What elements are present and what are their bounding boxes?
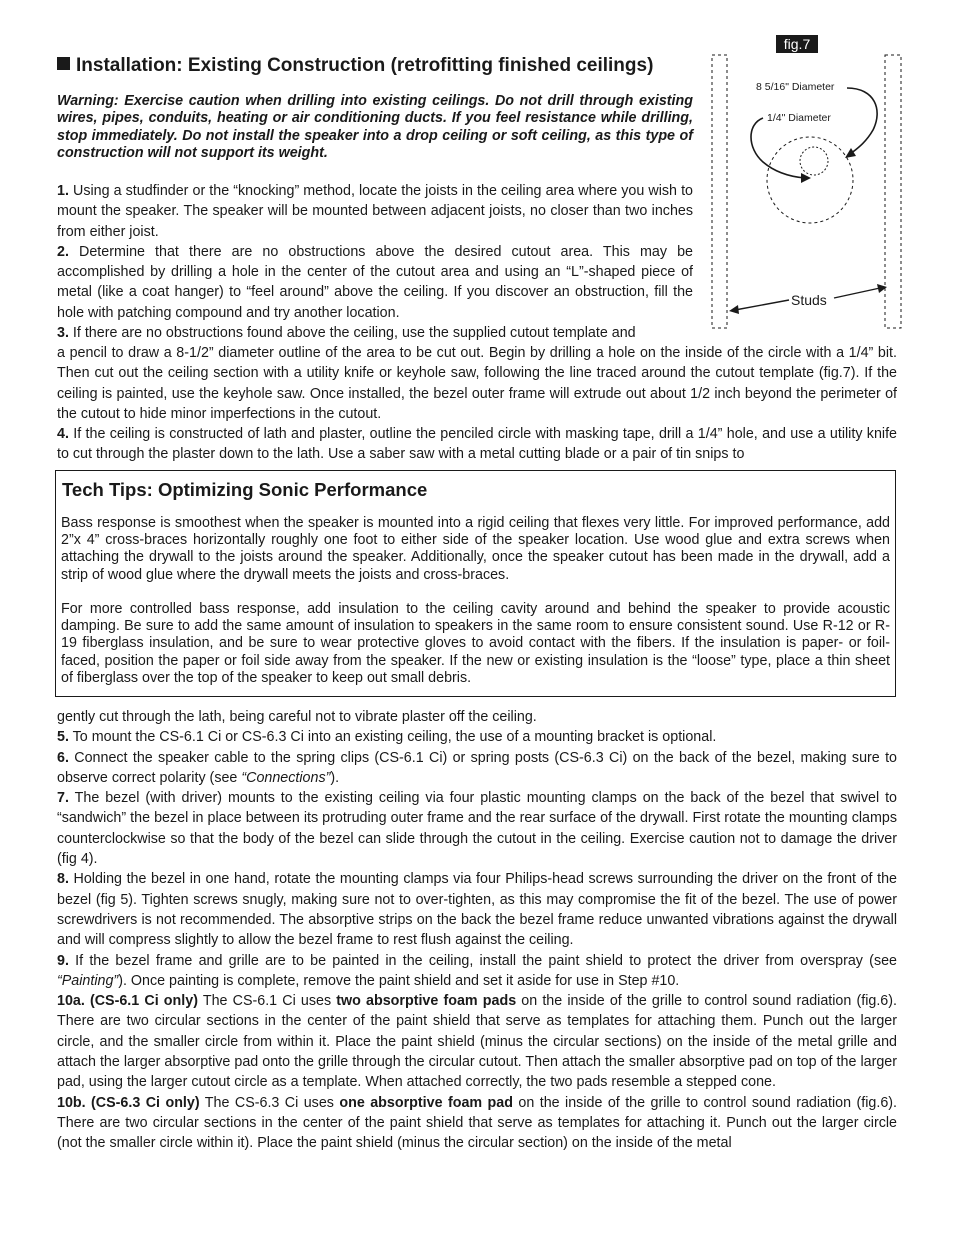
step-6 — [57, 748, 897, 789]
inner-arrow-head-icon — [801, 173, 811, 183]
pilot-hole-circle — [800, 147, 828, 175]
step-5-number: 5. — [57, 729, 69, 746]
tech-tips-title: Tech Tips: Optimizing Sonic Performance — [62, 479, 428, 500]
step-10a — [57, 991, 897, 1092]
step-3-number: 3. — [57, 325, 69, 342]
inner-diameter-arrow — [751, 118, 805, 178]
step-10a-pre: The CS-6.1 Ci uses — [197, 993, 337, 1010]
step-10a-number: 10a. (CS-6.1 Ci only) — [57, 993, 198, 1010]
steps-wide-column — [57, 343, 897, 465]
step-9-number: 9. — [57, 952, 69, 969]
step-10a-bold: two absorptive foam pads — [336, 993, 517, 1010]
right-stud — [885, 55, 901, 328]
step-4-text: If the ceiling is constructed of lath and plaster, outline the penciled circle with masking tape, drill a 1/4” hole, and use a utility knife to cut through the plaster down to the lath. Use a saber saw with a metal cutting blade or a pair of tin snips to — [57, 426, 897, 463]
step-4 — [57, 424, 897, 465]
step-7-text: The bezel (with driver) mounts to the existing ceiling via four plastic mounting clamps on the back of the bezel that swivel to “sandwich” the bezel in place between its protruding outer frame and the rear surface of the drywall. First rotate the mounting clamps counterclockwise so that the body of the bezel can slide through the cutout in the ceiling. Exercise caution not to damage the driver (fig 4). — [57, 790, 897, 868]
step-9-text-end: ). Once painting is complete, remove the paint shield and set it aside for use in Step #10. — [118, 972, 680, 989]
tech-tips-box — [55, 470, 896, 697]
step-10b — [57, 1093, 897, 1154]
step-5-text: To mount the CS-6.1 Ci or CS-6.3 Ci into an existing ceiling, the use of a mounting bracket is optional. — [68, 729, 717, 746]
step-7-number: 7. — [57, 790, 69, 807]
step-2 — [57, 242, 693, 323]
step-8-text: Holding the bezel in one hand, rotate the mounting clamps via four Philips-head screws surrounding the driver on the front of the bezel (fig 5). Tighten screws snugly, making sure not to over-tighten, as this may compromise the fit of the bezel. The use of power screwdrivers is not recommended. The absorptive strips on the back the bezel frame reduce unwanted vibrations against the drywall and will compress slightly to allow the bezel frame to rest flush against the ceiling. — [57, 871, 897, 949]
step-6-text: Connect the speaker cable to the spring clips (CS-6.1 Ci) or spring posts (CS-6.3 Ci) on the back of the bezel, making sure to observe correct polarity (see — [57, 749, 897, 786]
warning-text: Warning: Exercise caution when drilling into existing ceilings. Do not drill through existing wires, pipes, conduits, heating or air conditioning ducts. If you feel resistance while drilling, stop immediately. Do not install the speaker into a drop ceiling or soft ceiling, as this type of construction will not support its weight. — [57, 93, 693, 161]
step-4-number: 4. — [57, 426, 69, 443]
connections-reference: “Connections” — [241, 769, 331, 786]
studs-left-arrow — [735, 300, 789, 310]
studs-right-arrow — [834, 288, 880, 298]
tech-tips-paragraph-2: For more controlled bass response, add insulation to the ceiling cavity around and behind the speaker to provide acoustic damping. Be sure to add the same amount of insulation to speakers in the same room to ensure consistent sound. Use R-12 or R-19 fiberglass insulation, and be sure to wear protective gloves to avoid contact with the fibers. If the insulation is paper- or foil-faced, position the paper or foil side away from the speaker. If the new or existing insulation is the “loose” type, place a thin sheet of fiberglass over the top of the speaker to keep out small debris. — [61, 601, 890, 686]
step-9 — [57, 951, 897, 992]
bullet-square-icon — [57, 57, 70, 70]
inner-diameter-label: 1/4" Diameter — [767, 112, 831, 124]
step-10b-text: on the inside of the grille to control sound radiation (fig.6). There are two circular sections in the center of the paint shield that serve as templates for attaching it. Punch out the larger circle (not the smaller circle within it). Place the paint shield (minus the circular section) on the inside of the metal — [57, 1094, 898, 1152]
figure-label: fig.7 — [776, 35, 818, 53]
painting-reference: “Painting” — [57, 972, 119, 989]
step-10b-number: 10b. (CS-6.3 Ci only) — [57, 1094, 200, 1111]
outer-diameter-arrow — [847, 88, 877, 155]
step-8 — [57, 869, 897, 950]
step-5 — [57, 727, 897, 747]
outer-arrow-head-icon — [845, 148, 856, 158]
studs-left-arrow-head-icon — [729, 305, 739, 314]
outer-diameter-label: 8 5/16" Diameter — [756, 81, 835, 93]
step-10b-pre: The CS-6.3 Ci uses — [199, 1094, 340, 1111]
page-title-text: Installation: Existing Construction (retrofitting finished ceilings) — [76, 55, 654, 76]
cutout-template-diagram — [705, 52, 905, 332]
step-1-number: 1. — [57, 183, 69, 199]
steps-narrow-column — [57, 181, 693, 343]
left-stud — [712, 55, 727, 328]
step-1-text: Using a studfinder or the “knocking” method, locate the joists in the ceiling area where you wish to mount the speaker. The speaker will be mounted between adjacent joists, no closer than two inches from either joist. — [57, 183, 693, 240]
step-3-text-start: If there are no obstructions found above the ceiling, use the supplied cutout template and — [68, 325, 636, 342]
step-9-text: If the bezel frame and grille are to be painted in the ceiling, install the paint shield to protect the driver from overspray (see — [68, 952, 897, 969]
step-2-number: 2. — [57, 243, 69, 260]
step-6-number: 6. — [57, 749, 69, 766]
step-7 — [57, 788, 897, 869]
step-1 — [57, 181, 693, 242]
tech-tips-paragraph-1: Bass response is smoothest when the speaker is mounted into a rigid ceiling that flexes very little. For improved performance, add 2”x 4” cross-braces horizontally roughly one foot to either side of the speaker location. Use wood glue and extra screws when attaching the drywall to the joists around the speaker. Additionally, once the speaker cutout has been made in the drywall, add a strip of wood glue where the drywall meets the joists and cross-braces. — [61, 515, 890, 583]
studs-label: Studs — [791, 292, 827, 308]
step-10a-text: on the inside of the grille to control sound radiation (fig.6). There are two circular sections in the center of the paint shield that serve as templates for attaching them. Punch out the larger circle, and the smaller circle from within it. Place the paint shield (minus the circular sections) on the inside of the metal grille and attach the larger absorptive pad onto the grille through the circular cutout. Then attach the smaller absorptive pad on top of the larger pad, using the larger cutout circle as a template. When attached correctly, the two pads resemble a stepped cone. — [57, 993, 897, 1091]
steps-lower-column — [57, 707, 897, 1154]
step-3-start — [57, 323, 693, 343]
step-3-continued: a pencil to draw a 8-1/2” diameter outline of the area to be cut out. Begin by drilling a hole on the inside of the circle with a 1/4” bit. Then cut out the ceiling section with a utility knife or keyhole saw, following the line traced around the cutout template (fig.7). If the ceiling is painted, use the keyhole saw. Once installed, the bezel outer frame will extrude out about 1/2 inch beyond the perimeter of the cutout to hide minor imperfections in the cutout. — [57, 345, 897, 422]
page-title — [57, 55, 653, 77]
step-2-text: Determine that there are no obstructions above the desired cutout area. This may be accomplished by drilling a hole in the center of the cutout area and using an “L”-shaped piece of metal (like a coat hanger) to “feel around” above the ceiling. If you discover an obstruction, fill the hole with patching compound and try another location. — [57, 243, 693, 321]
step-10b-bold: one absorptive foam pad — [339, 1094, 513, 1111]
step-8-number: 8. — [57, 871, 69, 888]
cutout-circle — [767, 137, 853, 223]
step-4-continued: gently cut through the lath, being careful not to vibrate plaster off the ceiling. — [57, 709, 537, 725]
step-6-text-end: ). — [330, 769, 340, 786]
